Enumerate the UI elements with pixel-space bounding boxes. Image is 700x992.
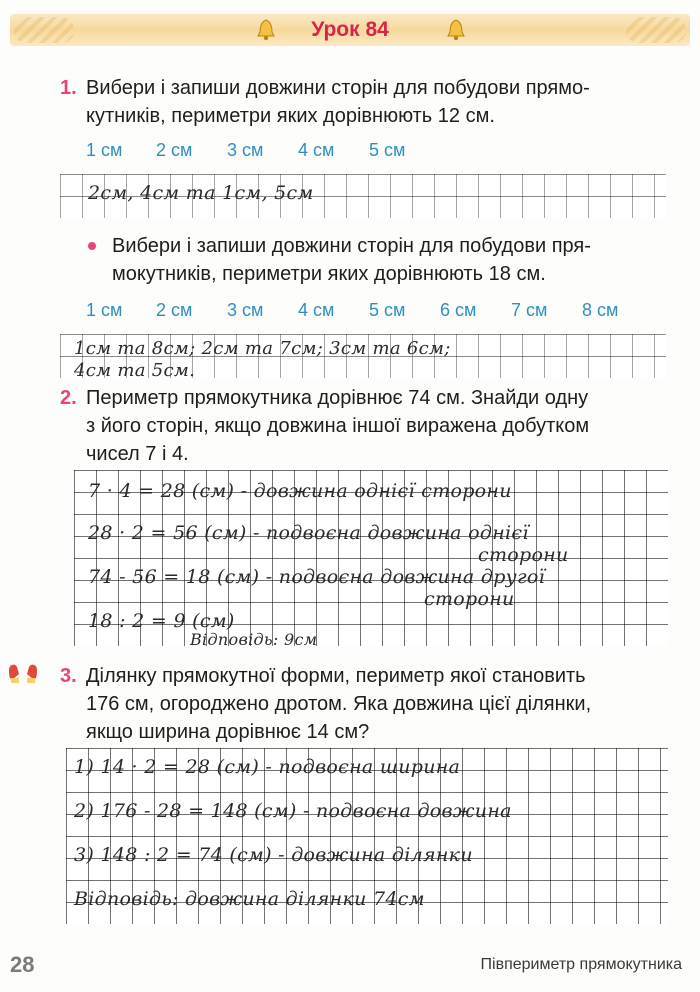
task-line: якщо ширина дорівнює 14 см? (86, 721, 370, 743)
handwritten-answer: 1см та 8см; 2см та 7см; 3см та 6см; (74, 338, 451, 359)
task-line: Ділянку прямокутної форми, периметр якої становить (86, 665, 586, 687)
option: 7 см (511, 300, 548, 320)
task-text (86, 74, 662, 130)
task-number: 2. (60, 387, 77, 409)
answer-grid (66, 748, 668, 924)
handwritten-answer: Відповідь: 9см (190, 630, 318, 649)
task-line: Вибери і запиши довжини сторін для побудови пря- (112, 235, 591, 257)
option: 3 см (227, 300, 264, 320)
mittens-icon (6, 656, 40, 690)
option: 1 см (86, 300, 123, 320)
option: 2 см (156, 140, 193, 160)
handwritten-answer: 1) 14 · 2 = 28 (см) - подвоєна ширина (74, 756, 461, 778)
answer-grid (60, 174, 666, 218)
option: 6 см (440, 300, 477, 320)
task-line: з його сторін, якщо довжина іншої виражена добутком (86, 415, 590, 437)
task-line: чисел 7 і 4. (86, 443, 189, 465)
length-options (86, 138, 646, 162)
lesson-title: Урок 84 (311, 18, 389, 41)
option: 4 см (298, 300, 335, 320)
task-text (86, 662, 662, 746)
option: 4 см (298, 140, 335, 160)
handwritten-answer: сторони (424, 588, 515, 610)
option: 8 см (582, 300, 619, 320)
task-number: 3. (60, 665, 77, 687)
answer-grid (60, 334, 666, 381)
handwritten-answer: 3) 148 : 2 = 74 (см) - довжина ділянки (74, 844, 473, 866)
page-number: 28 (10, 952, 35, 977)
bell-icon (446, 18, 466, 42)
option: 1 см (86, 140, 123, 160)
task-line: Вибери і запиши довжини сторін для побудови прямо- (86, 77, 590, 99)
task-line: мокутників, периметри яких дорівнюють 18 см. (112, 263, 546, 285)
task-line: Периметр прямокутника дорівнює 74 см. Знайди одну (86, 387, 589, 409)
task-text (86, 384, 662, 468)
option: 5 см (369, 140, 406, 160)
handwritten-answer: 7 · 4 = 28 (см) - довжина однієї сторони (88, 480, 512, 502)
handwritten-answer: 18 : 2 = 9 (см) (88, 610, 235, 632)
task-line: 176 см, огороджено дротом. Яка довжина цієї ділянки, (86, 693, 592, 715)
handwritten-answer: 74 - 56 = 18 (см) - подвоєна довжина другої (88, 566, 546, 588)
option: 2 см (156, 300, 193, 320)
length-options (86, 298, 666, 322)
handwritten-answer: 2см, 4см та 1см, 5см (88, 182, 314, 204)
footer-topic: Півпериметр прямокутника (480, 956, 682, 973)
handwritten-answer: сторони (478, 544, 569, 566)
task-line: кутників, периметри яких дорівнюють 12 см. (86, 105, 495, 127)
option: 3 см (227, 140, 264, 160)
option: 5 см (369, 300, 406, 320)
handwritten-answer: 4см та 5см. (74, 360, 196, 381)
handwritten-answer: 28 · 2 = 56 (см) - подвоєна довжина однієї (88, 522, 529, 544)
answer-grid (74, 470, 668, 649)
task-number: 1. (60, 77, 77, 99)
handwritten-answer: Відповідь: довжина ділянки 74см (74, 888, 425, 910)
bullet (88, 242, 96, 250)
handwritten-answer: 2) 176 - 28 = 148 (см) - подвоєна довжина (74, 800, 512, 822)
task-text (112, 232, 662, 288)
